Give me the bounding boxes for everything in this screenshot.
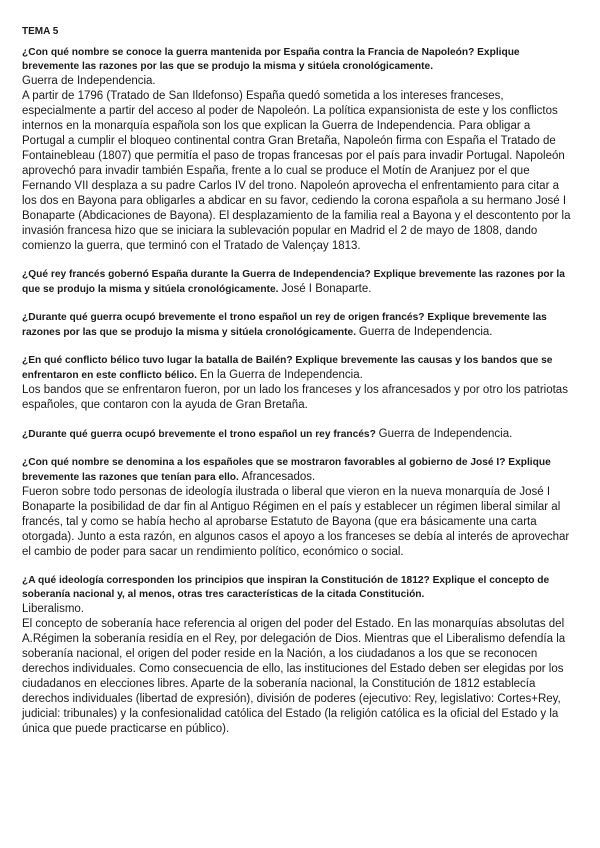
answer-paragraph: Liberalismo.: [22, 603, 84, 615]
answer-paragraph: Los bandos que se enfrentaron fueron, por un lado los franceses y los afrancesados y por otro los patriotas españoles, que contaron con la ayuda de Gran Bretaña.: [22, 384, 568, 411]
question-block: [22, 456, 576, 560]
question-bold: ¿Qué rey francés gobernó España durante la Guerra de Independencia? Explique brevemente las razones por la que se produjo la misma y sitúela cronológicamente.: [22, 269, 565, 295]
question-block: [22, 268, 576, 297]
question-text: [22, 456, 576, 485]
question-block: [22, 427, 576, 442]
question-text: [22, 268, 576, 297]
question-block: [22, 311, 576, 340]
question-bold: ¿Durante qué guerra ocupó brevemente el trono español un rey francés?: [22, 429, 376, 440]
inline-answer: En la Guerra de Independencia.: [199, 369, 363, 381]
question-bold: ¿En qué conflicto bélico tuvo lugar la batalla de Bailén? Explique brevemente las causas y los bandos que se enfrentaron en este conflicto bélico.: [22, 355, 553, 381]
answer-paragraph: Fueron sobre todo personas de ideología ilustrada o liberal que vieron en la nueva monarquía de José I Bonaparte la posibilidad de dar fin al Antiguo Régimen en el país y establecer un régimen liberal similar al francés, tal y como se había hecho al aprobarse Estatuto de Bayona (que era básicamente una carta otorgada). Junto a esta razón, en algunos casos el apoyo a los franceses se debía al interés de aprovechar el cambio de poder para sacar un rendimiento político, económico o social.: [22, 486, 570, 558]
inline-answer: Afrancesados.: [241, 471, 316, 483]
question-block: [22, 574, 576, 737]
question-text: [22, 311, 576, 340]
question-bold: ¿Con qué nombre se denomina a los españoles que se mostraron favorables al gobierno de José I? Explique brevemente las razones que tenían para ello.: [22, 457, 551, 483]
question-block: [22, 354, 576, 413]
inline-answer: Guerra de Independencia.: [358, 326, 493, 338]
document-title: TEMA 5: [22, 26, 59, 37]
question-text: [22, 354, 576, 383]
answer-paragraph: Guerra de Independencia.: [22, 75, 156, 87]
answer-paragraph: El concepto de soberanía hace referencia al origen del poder del Estado. En las monarquías absolutas del A.Régimen la soberanía residía en el Rey, por delegación de Dios. Mientras que el Liberalismo defendía la soberanía nacional, el origen del poder reside en la Nación, a los ciudadanos a los que se reconocen derechos individuales. Como consecuencia de ello, las instituciones del Estado deben ser elegidas por los ciudadanos en elecciones libres. Aparte de la soberanía nacional, la Constitución de 1812 establecía derechos individuales (libertad de expresión), división de poderes (ejecutivo: Rey, legislativo: Cortes+Rey, judicial: tribunales) y la confesionalidad católica del Estado (la religión católica es la oficial del Estado y la única que puede practicarse en público).: [22, 618, 566, 735]
inline-answer: José I Bonaparte.: [281, 283, 372, 295]
question-bold: ¿Con qué nombre se conoce la guerra mantenida por España contra la Francia de Napoleón? Explique brevemente las razones por las que se produjo la misma y sitúela cronológicamente.: [22, 47, 520, 72]
question-bold: ¿A qué ideología corresponden los principios que inspiran la Constitución de 1812? Explique el concepto de soberanía nacional y, al menos, otras tres características de la citada Constitución.: [22, 575, 550, 600]
question-block: [22, 46, 576, 254]
answer-paragraph: A partir de 1796 (Tratado de San Ildefonso) España quedó sometida a los intereses franceses, especialmente a partir del acceso al poder de Napoleón. La política expansionista de este y los conflictos internos en la monarquía española son los que explican la Guerra de Independencia. Para obligar a Portugal a cumplir el bloqueo continental contra Gran Bretaña, Napoleón firma con España el Tratado de Fontainebleau (1807) que permitía el paso de tropas francesas por el país para invadir Portugal. Napoleón aprovechó para invadir también España, frente a lo cual se produce el Motín de Aranjuez por el que Fernando VII desplaza a su padre Carlos IV del trono. Napoleón aprovecha el enfrentamiento para citar a los dos en Bayona para obligarles a abdicar en su favor, cediendo la corona española a su hermano José I Bonaparte (Abdicaciones de Bayona). El desplazamiento de la familia real a Bayona y el descontento por la invasión francesa hizo que se iniciara la sublevación popular en Madrid el 2 de mayo de 1808, dando comienzo la guerra, que terminó con el Tratado de Valençay 1813.: [22, 90, 571, 252]
inline-answer: Guerra de Independencia.: [378, 428, 513, 440]
question-bold: ¿Durante qué guerra ocupó brevemente el trono español un rey de origen francés? Explique brevemente las razones por las que se produjo la misma y sitúela cronológicamente.: [22, 312, 547, 338]
question-text: [22, 46, 576, 74]
question-text: [22, 427, 576, 442]
question-text: [22, 574, 576, 602]
sections-container: [22, 46, 576, 737]
